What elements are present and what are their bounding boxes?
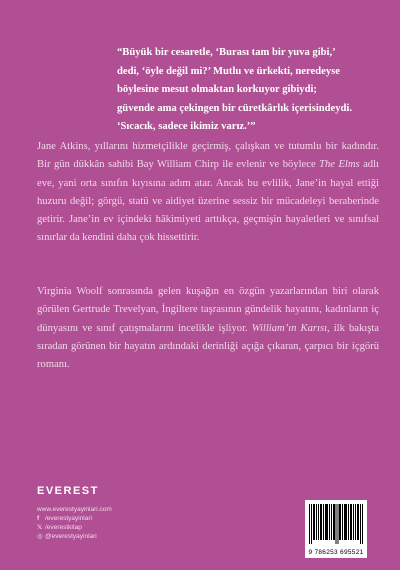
quote-line: dedi, ‘öyle değil mi?’ Mutlu ve ürkekti, neredeyse (117, 65, 340, 77)
website-link[interactable]: www.everestyayinlari.com (37, 506, 112, 513)
house-name: The Elms (319, 159, 360, 171)
synopsis-text: Jane Atkins, yıllarını hizmetçilikle geçirmiş, çalışkan ve tutumlu bir kadındır. Bir gün dükkân sahibi Bay William Chirp ile evlenir ve böylece (37, 141, 379, 171)
x-icon: 𝕏 (37, 524, 43, 531)
quote-line: “Büyük bir cesaretle, ‘Burası tam bir yuva gibi,’ (117, 47, 336, 58)
x-link[interactable]: 𝕏 /everestkitap (37, 524, 82, 531)
quote-line: ‘Sıcacık, sadece ikimiz varız.’” (117, 121, 256, 132)
book-title: William’ın Karısı (251, 322, 328, 334)
instagram-icon: ◎ (37, 533, 43, 540)
publisher-contacts (37, 505, 112, 541)
quote-line: güvende ama çekingen bir cüretkârlık içerisindeydi. (117, 102, 353, 114)
barcode-icon (309, 504, 363, 544)
facebook-link[interactable]: f /everestyayinlari (37, 515, 92, 522)
publisher-logo: EVEREST (37, 485, 99, 497)
isbn-number: 9 786253 695521 (308, 549, 364, 556)
facebook-icon: f (37, 515, 40, 522)
isbn-barcode (305, 500, 367, 558)
instagram-link[interactable]: ◎ @everestyayinlari (37, 533, 97, 540)
synopsis-paragraph (37, 138, 379, 248)
author-text: Virginia Woolf sonrasında gelen kuşağın en özgün yazarlarından biri olarak görülen Gertrude Trevelyan, İngiltere taşrasının gündelik hayatını, kadınların iç dünyasını ve sınıf çatışmalarını incelikle işliyor. (37, 286, 379, 334)
author-text: , ilk bakışta sıradan görünen bir hayatın ardındaki derinliği açığa çıkaran, çarpıcı bir içgörü romanı. (37, 322, 379, 371)
quote-line: böylesine mesut olmaktan korkuyor gibiydi; (117, 84, 317, 95)
pull-quote (117, 44, 385, 137)
author-paragraph (37, 283, 379, 374)
synopsis-text: adlı eve, yani orta sınıfın kıyısına adım atar. Ancak bu evlilik, Jane’in hayal ettiği huzuru değil; görgü, statü ve aidiyet üzerine sessiz bir mücadeleyi beraberinde getirir. Jane’in ev içindeki hâkimiyeti arttıkça, geçmişin hayaletleri ve sınıfsal sınırlar da kendini daha çok hissettirir. (37, 159, 379, 244)
